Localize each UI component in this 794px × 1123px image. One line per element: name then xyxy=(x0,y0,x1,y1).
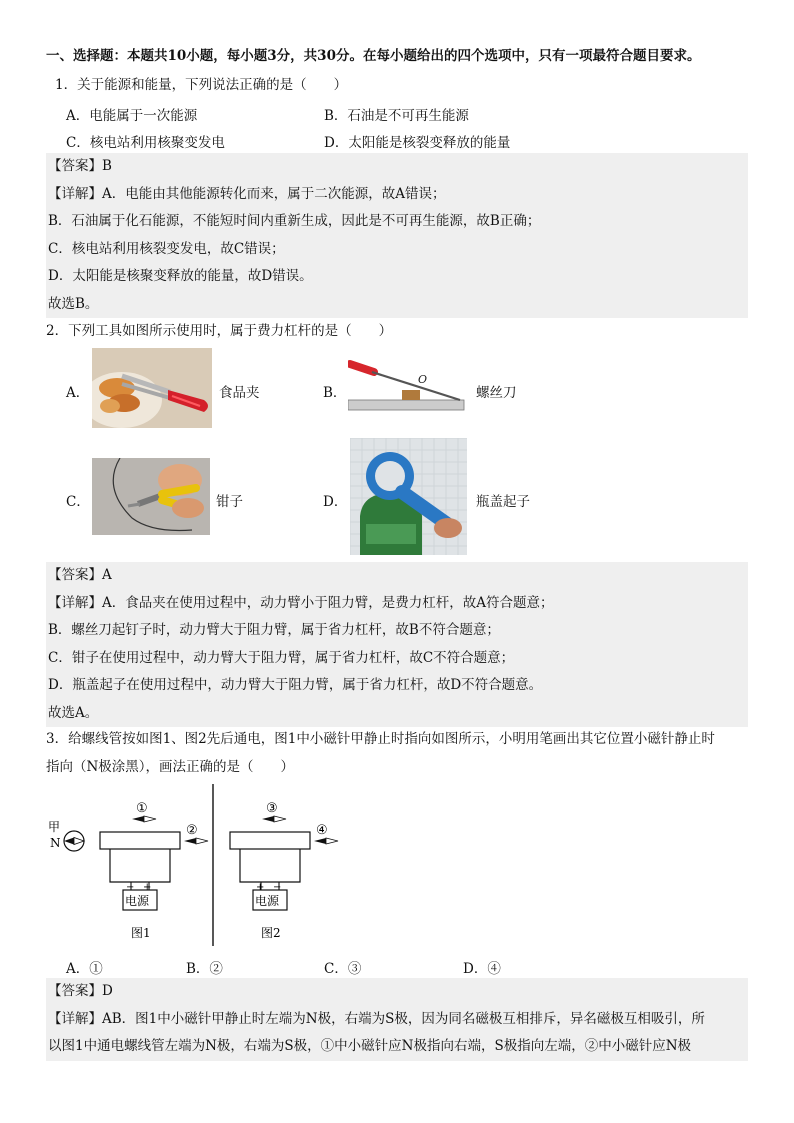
q3-option-b: B．② xyxy=(186,961,223,977)
q2-option-c-label: 钳子 xyxy=(216,494,243,510)
q3-detail-line: 以图1中通电螺线管左端为N极，右端为S极，①中小磁针应N极指向右端，S极指向左端，②中小磁针应N极 xyxy=(48,1038,692,1054)
q2-option-b-label: 螺丝刀 xyxy=(476,385,517,401)
q3-answer: 【答案】D xyxy=(48,983,113,999)
needle-4-marker: ④ xyxy=(316,823,328,838)
q2-option-a-letter: A． xyxy=(66,385,90,401)
compass-n-label: N xyxy=(50,836,61,850)
q2-option-d-label: 瓶盖起子 xyxy=(476,494,530,510)
q3-detail-line: 【详解】AB．图1中小磁针甲静止时左端为N极，右端为S极，因为同名磁极互相排斥，异名磁极互相吸引，所 xyxy=(48,1010,705,1027)
q1-option-d: D．太阳能是核裂变释放的能量 xyxy=(324,135,511,151)
needle-1-marker: ① xyxy=(136,801,148,816)
fig1-power-label: 电源 xyxy=(125,894,150,908)
fig2-caption: 图2 xyxy=(261,926,281,940)
needle-3-marker: ③ xyxy=(266,801,278,816)
fig2-minus-label: − xyxy=(273,882,282,893)
q1-option-b: B．石油是不可再生能源 xyxy=(324,108,469,124)
solenoid-figure xyxy=(44,784,354,950)
q1-answer: 【答案】B xyxy=(48,158,112,174)
q2-option-c-letter: C． xyxy=(66,494,90,510)
q2-option-d-letter: D． xyxy=(323,494,348,510)
fig2-plus-label: + xyxy=(256,882,265,893)
food-tongs-image xyxy=(92,348,212,428)
q2-answer-block xyxy=(46,562,748,727)
q1-answer-block xyxy=(46,153,748,318)
q2-option-b-letter: B． xyxy=(323,385,347,401)
pliers-image xyxy=(92,458,210,535)
needle-2-marker: ② xyxy=(186,823,198,838)
screwdriver-image xyxy=(348,356,470,416)
fig1-caption: 图1 xyxy=(131,926,151,940)
q1-detail-line: 【详解】A．电能由其他能源转化而来，属于二次能源，故A错误； xyxy=(48,185,446,202)
q3-option-a: A．① xyxy=(66,961,103,977)
q2-answer: 【答案】A xyxy=(48,567,112,583)
pivot-o-label: O xyxy=(418,373,428,386)
q1-detail-line: C．核电站利用核裂变发电，故C错误； xyxy=(48,240,285,257)
q2-detail-line: D．瓶盖起子在使用过程中，动力臂大于阻力臂，属于省力杠杆，故D不符合题意。 xyxy=(48,677,543,693)
q2-option-a-label: 食品夹 xyxy=(219,385,260,401)
q3-option-d: D．④ xyxy=(463,961,501,977)
q1-option-a: A．电能属于一次能源 xyxy=(66,108,198,124)
q2-stem: 2．下列工具如图所示使用时，属于费力杠杆的是（ ） xyxy=(46,323,393,339)
section-header: 一、选择题：本题共10小题，每小题3分，共30分。在每小题给出的四个选项中，只有一项最符合题目要求。 xyxy=(46,48,701,64)
fig1-plus-label: + xyxy=(143,882,152,893)
q3-stem-line: 3．给螺线管按如图1、图2先后通电，图1中小磁针甲静止时指向如图所示，小明用笔画出其它位置小磁针静止时 xyxy=(46,731,715,747)
q3-stem-line: 指向（N极涂黑），画法正确的是（ ） xyxy=(46,759,295,775)
compass-jia-label: 甲 xyxy=(48,820,61,834)
q1-detail-line: 故选B。 xyxy=(48,295,99,312)
q2-detail-line: C．钳子在使用过程中，动力臂大于阻力臂，属于省力杠杆，故C不符合题意； xyxy=(48,649,515,666)
fig1-minus-label: − xyxy=(126,882,135,893)
q2-detail-line: 故选A。 xyxy=(48,704,99,721)
q2-detail-line: B．螺丝刀起钉子时，动力臂大于阻力臂，属于省力杠杆，故B不符合题意； xyxy=(48,622,500,638)
q1-detail-line: B．石油属于化石能源，不能短时间内重新生成，因此是不可再生能源，故B正确； xyxy=(48,213,541,229)
q1-stem: 1．关于能源和能量，下列说法正确的是（ ） xyxy=(55,77,348,93)
fig2-power-label: 电源 xyxy=(255,894,280,908)
q1-detail-line: D．太阳能是核聚变释放的能量，故D错误。 xyxy=(48,268,313,284)
bottle-opener-image xyxy=(350,438,467,555)
q3-answer-block xyxy=(46,978,748,1061)
q1-option-c: C．核电站利用核聚变发电 xyxy=(66,135,225,151)
q2-detail-line: 【详解】A．食品夹在使用过程中，动力臂小于阻力臂，是费力杠杆，故A符合题意； xyxy=(48,594,554,611)
q3-option-c: C．③ xyxy=(324,961,362,977)
